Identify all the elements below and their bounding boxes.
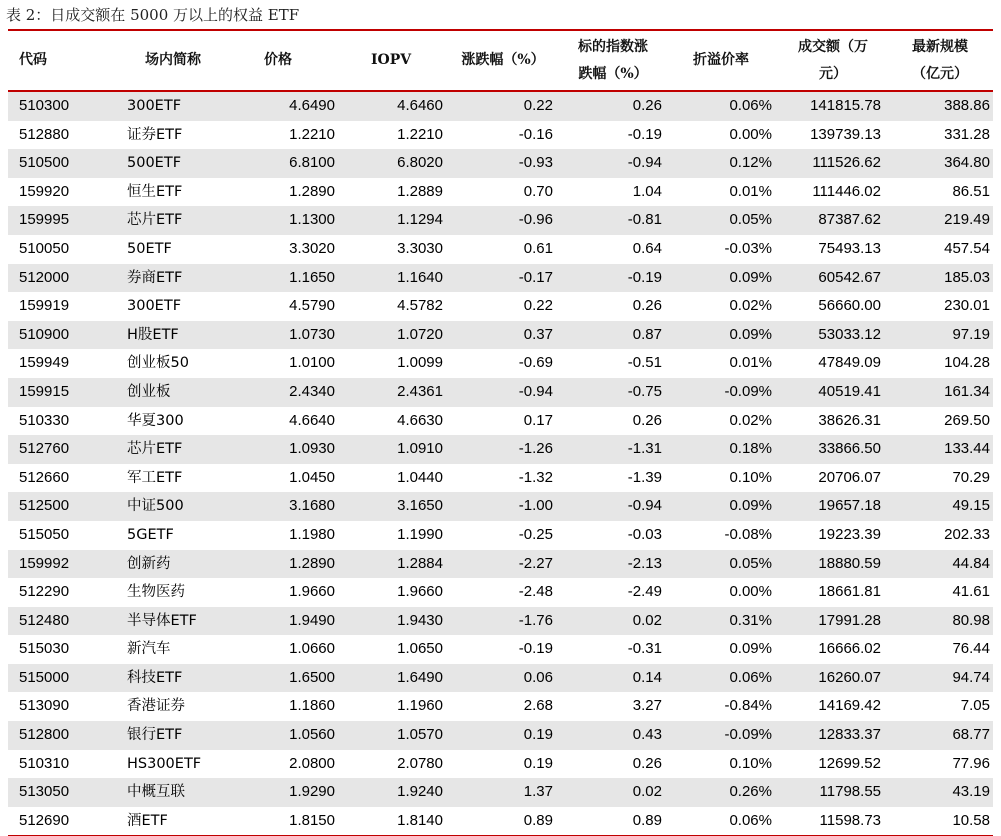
cell-price: 1.1300 bbox=[289, 211, 335, 229]
cell-index-change: -0.94 bbox=[627, 154, 662, 172]
cell-scale: 161.34 bbox=[944, 382, 990, 400]
cell-turnover: 18661.81 bbox=[818, 583, 881, 601]
cell-turnover: 40519.41 bbox=[818, 382, 881, 400]
cell-index-change: 0.64 bbox=[632, 239, 662, 257]
cell-code: 513090 bbox=[19, 697, 70, 715]
cell-price: 1.9490 bbox=[289, 611, 335, 629]
cell-iopv: 4.6460 bbox=[397, 97, 443, 114]
cell-scale: 202.33 bbox=[944, 525, 990, 543]
header-premium bbox=[676, 31, 766, 90]
cell-iopv: 2.4361 bbox=[397, 382, 443, 400]
table-row bbox=[8, 435, 993, 464]
cell-iopv: 1.1640 bbox=[397, 268, 443, 286]
header-line: 代码 bbox=[19, 52, 47, 68]
cell-change: -1.76 bbox=[518, 611, 553, 629]
cell-name: 证券ETF bbox=[127, 126, 183, 143]
cell-price: 4.5790 bbox=[289, 297, 335, 315]
cell-code: 512760 bbox=[19, 440, 70, 458]
cell-index-change: 0.26 bbox=[632, 97, 662, 114]
header-line: IOPV bbox=[371, 52, 412, 68]
cell-change: -0.19 bbox=[518, 640, 553, 658]
cell-premium: 0.09% bbox=[729, 325, 772, 343]
cell-iopv: 4.6630 bbox=[397, 411, 443, 429]
cell-name: 半导体ETF bbox=[127, 612, 197, 629]
cell-scale: 77.96 bbox=[952, 754, 990, 772]
cell-turnover: 16260.07 bbox=[818, 668, 881, 686]
cell-name: 银行ETF bbox=[127, 727, 183, 744]
cell-premium: 0.01% bbox=[729, 354, 772, 372]
cell-premium: 0.12% bbox=[729, 154, 772, 172]
cell-iopv: 1.0910 bbox=[397, 440, 443, 458]
cell-index-change: -0.19 bbox=[627, 268, 662, 286]
cell-iopv: 1.1294 bbox=[397, 211, 443, 229]
cell-index-change: -0.19 bbox=[627, 125, 662, 143]
cell-name: 中证500 bbox=[127, 498, 184, 515]
cell-code: 159919 bbox=[19, 297, 70, 315]
cell-turnover: 111526.62 bbox=[812, 154, 881, 172]
cell-price: 4.6490 bbox=[289, 97, 335, 114]
cell-turnover: 19657.18 bbox=[818, 497, 881, 515]
cell-code: 159995 bbox=[19, 211, 70, 229]
header-price bbox=[264, 31, 344, 90]
cell-turnover: 111446.02 bbox=[812, 182, 881, 200]
cell-price: 1.2210 bbox=[289, 125, 335, 143]
cell-code: 510500 bbox=[19, 154, 70, 172]
cell-scale: 331.28 bbox=[944, 125, 990, 143]
table-body bbox=[8, 92, 993, 835]
header-change bbox=[453, 31, 553, 90]
cell-premium: 0.18% bbox=[729, 440, 772, 458]
table-row bbox=[8, 378, 993, 407]
cell-index-change: 0.43 bbox=[632, 726, 662, 744]
table-row bbox=[8, 321, 993, 350]
cell-index-change: 0.14 bbox=[632, 668, 662, 686]
cell-iopv: 1.1990 bbox=[397, 525, 443, 543]
table-row bbox=[8, 607, 993, 636]
header-line: 价格 bbox=[264, 52, 292, 68]
cell-change: -0.17 bbox=[518, 268, 553, 286]
cell-index-change: -0.51 bbox=[627, 354, 662, 372]
cell-turnover: 56660.00 bbox=[818, 297, 881, 315]
cell-scale: 230.01 bbox=[944, 297, 990, 315]
cell-index-change: 0.89 bbox=[632, 811, 662, 829]
cell-price: 1.0730 bbox=[289, 325, 335, 343]
cell-price: 1.6500 bbox=[289, 668, 335, 686]
table-row bbox=[8, 92, 993, 121]
cell-premium: 0.02% bbox=[729, 297, 772, 315]
cell-turnover: 12699.52 bbox=[818, 754, 881, 772]
cell-name: 恒生ETF bbox=[127, 183, 183, 200]
cell-scale: 185.03 bbox=[944, 268, 990, 286]
cell-change: 0.19 bbox=[523, 754, 553, 772]
cell-scale: 68.77 bbox=[952, 726, 990, 744]
cell-index-change: -2.13 bbox=[627, 554, 662, 572]
cell-price: 2.0800 bbox=[289, 754, 335, 772]
cell-code: 510300 bbox=[19, 97, 70, 114]
cell-iopv: 4.5782 bbox=[397, 297, 443, 315]
cell-premium: 0.01% bbox=[729, 182, 772, 200]
cell-turnover: 33866.50 bbox=[818, 440, 881, 458]
header-line: （亿元） bbox=[912, 65, 968, 82]
cell-premium: 0.05% bbox=[729, 554, 772, 572]
cell-price: 1.1860 bbox=[289, 697, 335, 715]
header-line: 元） bbox=[819, 65, 847, 82]
cell-name: 券商ETF bbox=[127, 269, 183, 286]
cell-change: -0.96 bbox=[518, 211, 553, 229]
header-line: 成交额（万 bbox=[798, 38, 868, 55]
cell-scale: 43.19 bbox=[952, 783, 990, 801]
cell-turnover: 87387.62 bbox=[818, 211, 881, 229]
table-row bbox=[8, 578, 993, 607]
cell-scale: 49.15 bbox=[952, 497, 990, 515]
cell-iopv: 1.9430 bbox=[397, 611, 443, 629]
cell-price: 1.2890 bbox=[289, 554, 335, 572]
cell-code: 513050 bbox=[19, 783, 70, 801]
header-line: 最新规模 bbox=[912, 38, 968, 55]
cell-code: 512800 bbox=[19, 726, 70, 744]
cell-turnover: 60542.67 bbox=[818, 268, 881, 286]
cell-code: 515000 bbox=[19, 668, 70, 686]
cell-premium: 0.06% bbox=[729, 97, 772, 114]
cell-name: 5GETF bbox=[127, 526, 174, 543]
cell-change: -0.25 bbox=[518, 525, 553, 543]
cell-price: 6.8100 bbox=[289, 154, 335, 172]
cell-name: 科技ETF bbox=[127, 669, 183, 686]
cell-turnover: 12833.37 bbox=[818, 726, 881, 744]
cell-change: -0.16 bbox=[518, 125, 553, 143]
table-row bbox=[8, 750, 993, 779]
cell-iopv: 1.0440 bbox=[397, 468, 443, 486]
cell-premium: 0.26% bbox=[729, 783, 772, 801]
cell-premium: -0.03% bbox=[724, 239, 772, 257]
header-line: 场内简称 bbox=[145, 52, 201, 68]
cell-change: -2.27 bbox=[518, 554, 553, 572]
cell-iopv: 1.9240 bbox=[397, 783, 443, 801]
cell-change: 0.37 bbox=[523, 325, 553, 343]
cell-scale: 388.86 bbox=[944, 97, 990, 114]
cell-premium: 0.02% bbox=[729, 411, 772, 429]
cell-scale: 80.98 bbox=[952, 611, 990, 629]
cell-change: 0.22 bbox=[523, 297, 553, 315]
cell-name: 芯片ETF bbox=[127, 212, 183, 229]
cell-index-change: -0.75 bbox=[627, 382, 662, 400]
cell-code: 159992 bbox=[19, 554, 70, 572]
cell-code: 512290 bbox=[19, 583, 70, 601]
cell-iopv: 3.1650 bbox=[397, 497, 443, 515]
cell-code: 515050 bbox=[19, 525, 70, 543]
cell-premium: -0.09% bbox=[724, 382, 772, 400]
cell-scale: 86.51 bbox=[952, 182, 990, 200]
cell-scale: 44.84 bbox=[952, 554, 990, 572]
cell-price: 4.6640 bbox=[289, 411, 335, 429]
cell-code: 512660 bbox=[19, 468, 70, 486]
cell-price: 1.0660 bbox=[289, 640, 335, 658]
cell-price: 1.8150 bbox=[289, 811, 335, 829]
header-iopv bbox=[371, 31, 451, 90]
cell-name: 300ETF bbox=[127, 298, 182, 315]
cell-code: 512000 bbox=[19, 268, 70, 286]
cell-change: 0.61 bbox=[523, 239, 553, 257]
cell-name: 华夏300 bbox=[127, 412, 184, 429]
cell-change: 0.70 bbox=[523, 182, 553, 200]
cell-price: 1.1980 bbox=[289, 525, 335, 543]
table-row bbox=[8, 635, 993, 664]
cell-code: 510330 bbox=[19, 411, 70, 429]
cell-iopv: 1.0720 bbox=[397, 325, 443, 343]
table-row bbox=[8, 121, 993, 150]
cell-iopv: 1.6490 bbox=[397, 668, 443, 686]
cell-price: 1.9660 bbox=[289, 583, 335, 601]
cell-price: 2.4340 bbox=[289, 382, 335, 400]
cell-turnover: 139739.13 bbox=[810, 125, 881, 143]
cell-name: 创新药 bbox=[127, 555, 171, 572]
cell-scale: 457.54 bbox=[944, 239, 990, 257]
cell-scale: 219.49 bbox=[944, 211, 990, 229]
cell-name: 中概互联 bbox=[127, 784, 185, 801]
cell-change: -1.26 bbox=[518, 440, 553, 458]
cell-price: 1.9290 bbox=[289, 783, 335, 801]
cell-code: 512690 bbox=[19, 811, 70, 829]
cell-code: 512880 bbox=[19, 125, 70, 143]
cell-premium: 0.10% bbox=[729, 754, 772, 772]
cell-premium: 0.09% bbox=[729, 497, 772, 515]
cell-iopv: 1.0650 bbox=[397, 640, 443, 658]
cell-index-change: 0.26 bbox=[632, 754, 662, 772]
cell-premium: 0.09% bbox=[729, 640, 772, 658]
cell-index-change: -0.31 bbox=[627, 640, 662, 658]
cell-scale: 10.58 bbox=[952, 811, 990, 829]
cell-change: -0.69 bbox=[518, 354, 553, 372]
cell-name: 酒ETF bbox=[127, 812, 168, 829]
cell-code: 159915 bbox=[19, 382, 70, 400]
cell-name: 创业板50 bbox=[127, 355, 189, 372]
cell-turnover: 19223.39 bbox=[818, 525, 881, 543]
cell-turnover: 16666.02 bbox=[818, 640, 881, 658]
cell-name: 500ETF bbox=[127, 155, 182, 172]
cell-iopv: 1.0570 bbox=[397, 726, 443, 744]
cell-change: 1.37 bbox=[523, 783, 553, 801]
table-caption: 表 2：日成交额在 5000 万以上的权益 ETF bbox=[6, 6, 300, 24]
cell-name: 300ETF bbox=[127, 98, 182, 114]
table-row bbox=[8, 264, 993, 293]
cell-price: 1.0560 bbox=[289, 726, 335, 744]
header-turnover bbox=[778, 31, 888, 90]
cell-scale: 97.19 bbox=[952, 325, 990, 343]
cell-price: 1.0100 bbox=[289, 354, 335, 372]
cell-turnover: 20706.07 bbox=[818, 468, 881, 486]
cell-iopv: 1.2889 bbox=[397, 182, 443, 200]
cell-iopv: 1.0099 bbox=[397, 354, 443, 372]
cell-turnover: 11598.73 bbox=[819, 811, 881, 829]
cell-premium: 0.06% bbox=[729, 811, 772, 829]
header-index-change bbox=[558, 31, 668, 90]
cell-code: 159920 bbox=[19, 182, 70, 200]
cell-code: 515030 bbox=[19, 640, 70, 658]
header-scale bbox=[892, 31, 988, 90]
cell-code: 510310 bbox=[19, 754, 70, 772]
table-row bbox=[8, 721, 993, 750]
header-name bbox=[118, 31, 228, 90]
cell-change: -1.00 bbox=[518, 497, 553, 515]
cell-iopv: 1.8140 bbox=[397, 811, 443, 829]
table-row bbox=[8, 664, 993, 693]
cell-code: 512480 bbox=[19, 611, 70, 629]
cell-turnover: 11798.55 bbox=[819, 783, 881, 801]
cell-turnover: 141815.78 bbox=[810, 97, 881, 114]
cell-name: 军工ETF bbox=[127, 469, 183, 486]
cell-index-change: -1.39 bbox=[627, 468, 662, 486]
cell-price: 3.3020 bbox=[289, 239, 335, 257]
cell-code: 512500 bbox=[19, 497, 70, 515]
cell-change: -0.93 bbox=[518, 154, 553, 172]
table-row bbox=[8, 349, 993, 378]
cell-change: 0.17 bbox=[523, 411, 553, 429]
cell-turnover: 17991.28 bbox=[818, 611, 881, 629]
cell-price: 3.1680 bbox=[289, 497, 335, 515]
table-row bbox=[8, 407, 993, 436]
cell-premium: 0.09% bbox=[729, 268, 772, 286]
cell-scale: 104.28 bbox=[944, 354, 990, 372]
cell-premium: 0.05% bbox=[729, 211, 772, 229]
cell-name: 芯片ETF bbox=[127, 441, 183, 458]
cell-turnover: 53033.12 bbox=[818, 325, 881, 343]
cell-turnover: 75493.13 bbox=[818, 239, 881, 257]
cell-change: 0.06 bbox=[523, 668, 553, 686]
cell-iopv: 6.8020 bbox=[397, 154, 443, 172]
cell-name: 生物医药 bbox=[127, 584, 185, 601]
cell-name: 创业板 bbox=[127, 383, 171, 400]
cell-index-change: -0.94 bbox=[627, 497, 662, 515]
cell-change: 0.89 bbox=[523, 811, 553, 829]
cell-name: H股ETF bbox=[127, 326, 179, 343]
cell-turnover: 18880.59 bbox=[818, 554, 881, 572]
table-header bbox=[8, 31, 993, 90]
table-row bbox=[8, 492, 993, 521]
cell-turnover: 14169.42 bbox=[818, 697, 881, 715]
cell-scale: 133.44 bbox=[944, 440, 990, 458]
table-row bbox=[8, 464, 993, 493]
cell-index-change: 1.04 bbox=[632, 182, 662, 200]
cell-name: HS300ETF bbox=[127, 755, 202, 772]
cell-change: 0.19 bbox=[523, 726, 553, 744]
cell-premium: 0.00% bbox=[729, 583, 772, 601]
table-row bbox=[8, 178, 993, 207]
cell-change: 0.22 bbox=[523, 97, 553, 114]
table-row bbox=[8, 149, 993, 178]
cell-turnover: 47849.09 bbox=[818, 354, 881, 372]
cell-change: -2.48 bbox=[518, 583, 553, 601]
cell-iopv: 3.3030 bbox=[397, 239, 443, 257]
header-line: 涨跌幅（%） bbox=[461, 52, 545, 68]
cell-iopv: 1.1960 bbox=[397, 697, 443, 715]
table-row bbox=[8, 692, 993, 721]
table-row bbox=[8, 807, 993, 836]
cell-price: 1.0450 bbox=[289, 468, 335, 486]
cell-index-change: -0.03 bbox=[627, 525, 662, 543]
cell-code: 159949 bbox=[19, 354, 70, 372]
cell-index-change: 3.27 bbox=[632, 697, 662, 715]
cell-scale: 41.61 bbox=[952, 583, 990, 601]
cell-premium: 0.06% bbox=[729, 668, 772, 686]
cell-change: 2.68 bbox=[523, 697, 553, 715]
cell-index-change: -0.81 bbox=[627, 211, 662, 229]
cell-name: 新汽车 bbox=[127, 641, 171, 658]
cell-premium: -0.09% bbox=[724, 726, 772, 744]
cell-premium: 0.31% bbox=[729, 611, 772, 629]
header-line: 标的指数涨 bbox=[578, 38, 648, 55]
cell-premium: -0.08% bbox=[724, 525, 772, 543]
header-code bbox=[19, 31, 99, 90]
cell-index-change: -1.31 bbox=[627, 440, 662, 458]
cell-index-change: 0.02 bbox=[632, 783, 662, 801]
header-line: 跌幅（%） bbox=[578, 65, 648, 82]
cell-price: 1.1650 bbox=[289, 268, 335, 286]
cell-index-change: -2.49 bbox=[627, 583, 662, 601]
cell-price: 1.2890 bbox=[289, 182, 335, 200]
cell-change: -1.32 bbox=[518, 468, 553, 486]
cell-iopv: 1.9660 bbox=[397, 583, 443, 601]
cell-code: 510900 bbox=[19, 325, 70, 343]
cell-iopv: 1.2884 bbox=[397, 554, 443, 572]
table-row bbox=[8, 235, 993, 264]
cell-index-change: 0.26 bbox=[632, 297, 662, 315]
cell-turnover: 38626.31 bbox=[818, 411, 881, 429]
cell-premium: 0.10% bbox=[729, 468, 772, 486]
cell-price: 1.0930 bbox=[289, 440, 335, 458]
cell-scale: 269.50 bbox=[944, 411, 990, 429]
cell-change: -0.94 bbox=[518, 382, 553, 400]
cell-premium: 0.00% bbox=[729, 125, 772, 143]
cell-iopv: 2.0780 bbox=[397, 754, 443, 772]
table-row bbox=[8, 778, 993, 807]
cell-index-change: 0.26 bbox=[632, 411, 662, 429]
table-row bbox=[8, 521, 993, 550]
cell-scale: 70.29 bbox=[952, 468, 990, 486]
cell-name: 50ETF bbox=[127, 240, 172, 257]
cell-scale: 76.44 bbox=[952, 640, 990, 658]
cell-premium: -0.84% bbox=[724, 697, 772, 715]
cell-scale: 364.80 bbox=[944, 154, 990, 172]
cell-index-change: 0.87 bbox=[632, 325, 662, 343]
cell-iopv: 1.2210 bbox=[397, 125, 443, 143]
header-line: 折溢价率 bbox=[693, 52, 749, 68]
cell-scale: 94.74 bbox=[952, 668, 990, 686]
cell-scale: 7.05 bbox=[960, 697, 990, 715]
cell-index-change: 0.02 bbox=[632, 611, 662, 629]
cell-code: 510050 bbox=[19, 239, 70, 257]
cell-name: 香港证券 bbox=[127, 698, 185, 715]
table-row bbox=[8, 550, 993, 579]
table-row bbox=[8, 206, 993, 235]
table-row bbox=[8, 292, 993, 321]
